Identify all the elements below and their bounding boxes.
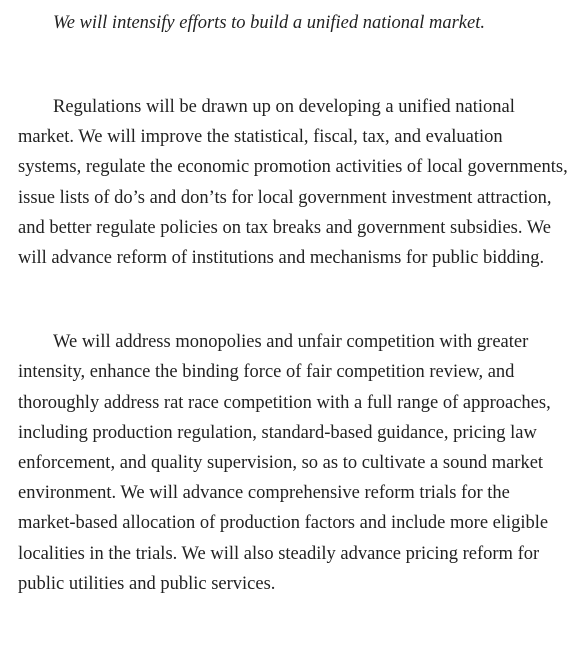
article-body bbox=[18, 8, 570, 599]
section-heading: We will intensify efforts to build a unified national market. bbox=[53, 13, 485, 33]
paragraph-unified-market: Regulations will be drawn up on developing a unified national market. We will improve the statistical, fiscal, tax, and evaluation systems, regulate the economic promotion activities of local governments, issue lists of do’s and don’ts for local government investment attraction, and better regulate policies on tax breaks and government subsidies. We will advance reform of institutions and mechanisms for public bidding. bbox=[18, 97, 568, 269]
paragraph-fair-competition: We will address monopolies and unfair competition with greater intensity, enhance the binding force of fair competition review, and thoroughly address rat race competition with a full range of approaches, including production regulation, standard-based guidance, pricing law enforcement, and quality supervision, so as to cultivate a sound market environment. We will advance comprehensive reform trials for the market-based allocation of production factors and include more eligible localities in the trials. We will also steadily advance pricing reform for public utilities and public services. bbox=[18, 332, 551, 594]
